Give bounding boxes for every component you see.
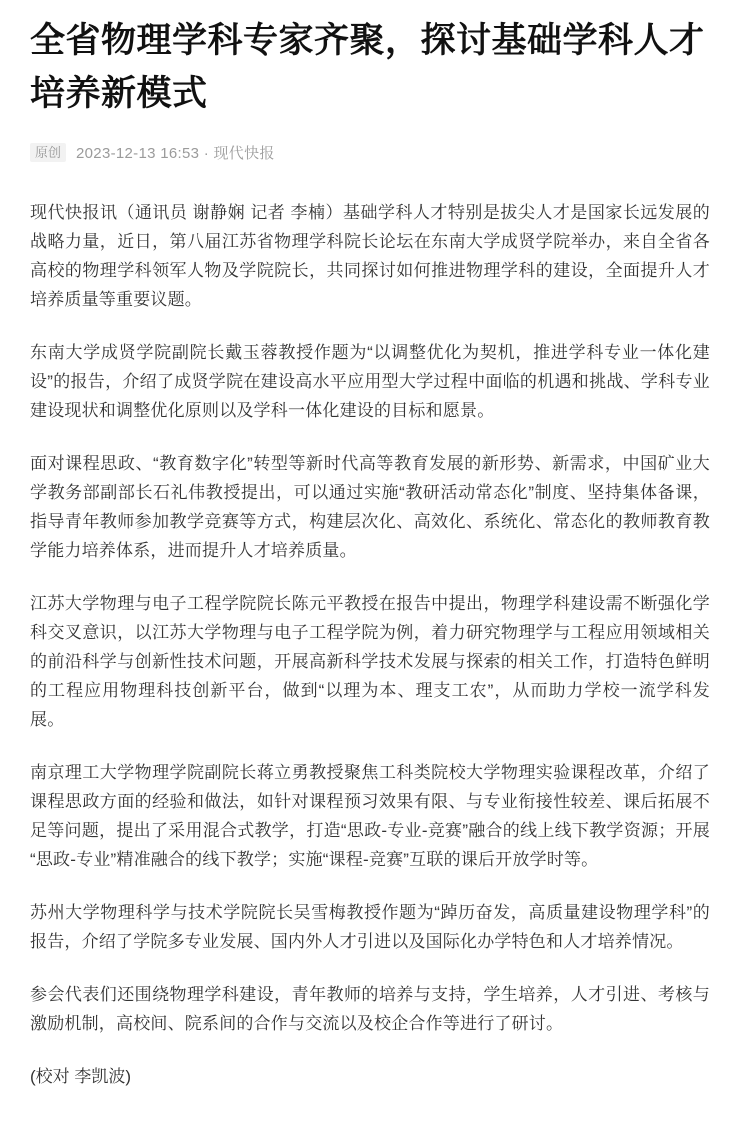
publish-date-source: 2023-12-13 16:53 · 现代快报 — [76, 144, 275, 162]
article-title: 全省物理学科专家齐聚，探讨基础学科人才培养新模式 — [30, 21, 705, 113]
paragraph-cumt-report: 面对课程思政、“教育数字化”转型等新时代高等教育发展的新形势、新需求，中国矿业大学教务部副部长石礼伟教授提出，可以通过实施“教研活动常态化”制度、坚持集体备课，指导青年教师参加教学竞赛等方式，构建层次化、高效化、系统化、常态化的教师教育教学能力培养体系，进而提升人才培养质量。 — [30, 454, 710, 560]
corrector-note: (校对 李凯波) — [30, 1067, 132, 1086]
paragraph-southeast-univ-report: 东南大学成贤学院副院长戴玉蓉教授作题为“以调整优化为契机，推进学科专业一体化建设”的报告，介绍了成贤学院在建设高水平应用型大学过程中面临的机遇和挑战、学科专业建设现状和调整优化原则以及学科一体化建设的目标和愿景。 — [30, 343, 710, 420]
paragraph-jiangsu-univ-report: 江苏大学物理与电子工程学院院长陈元平教授在报告中提出，物理学科建设需不断强化学科交叉意识，以江苏大学物理与电子工程学院为例，着力研究物理学与工程应用领域相关的前沿科学与创新性技术问题，开展高新科学技术发展与探索的相关工作，打造特色鲜明的工程应用物理科技创新平台，做到“以理为本、理支工农”，从而助力学校一流学科发展。 — [30, 594, 710, 729]
article-meta — [30, 142, 710, 162]
paragraph-suzhou-univ-report: 苏州大学物理科学与技术学院院长吴雪梅教授作题为“踔历奋发，高质量建设物理学科”的报告，介绍了学院多专业发展、国内外人才引进以及国际化办学特色和人才培养情况。 — [30, 903, 710, 951]
paragraph-njust-report: 南京理工大学物理学院副院长蒋立勇教授聚焦工科类院校大学物理实验课程改革，介绍了课程思政方面的经验和做法，如针对课程预习效果有限、与专业衔接性较差、课后拓展不足等问题，提出了采用混合式教学，打造“思政-专业-竞赛”融合的线上线下教学资源；开展“思政-专业”精准融合的线下教学；实施“课程-竞赛”互联的课后开放学时等。 — [30, 763, 710, 869]
paragraph-lead: 现代快报讯（通讯员 谢静娴 记者 李楠）基础学科人才特别是拔尖人才是国家长远发展的战略力量，近日，第八届江苏省物理学科院长论坛在东南大学成贤学院举办，来自全省各高校的物理学科领军人物及学院院长，共同探讨如何推进物理学科的建设，全面提升人才培养质量等重要议题。 — [30, 203, 710, 309]
paragraph-discussion-summary: 参会代表们还围绕物理学科建设，青年教师的培养与支持，学生培养，人才引进、考核与激励机制，高校间、院系间的合作与交流以及校企合作等进行了研讨。 — [30, 985, 710, 1033]
original-badge: 原创 — [30, 143, 66, 162]
article-body — [30, 198, 710, 1038]
